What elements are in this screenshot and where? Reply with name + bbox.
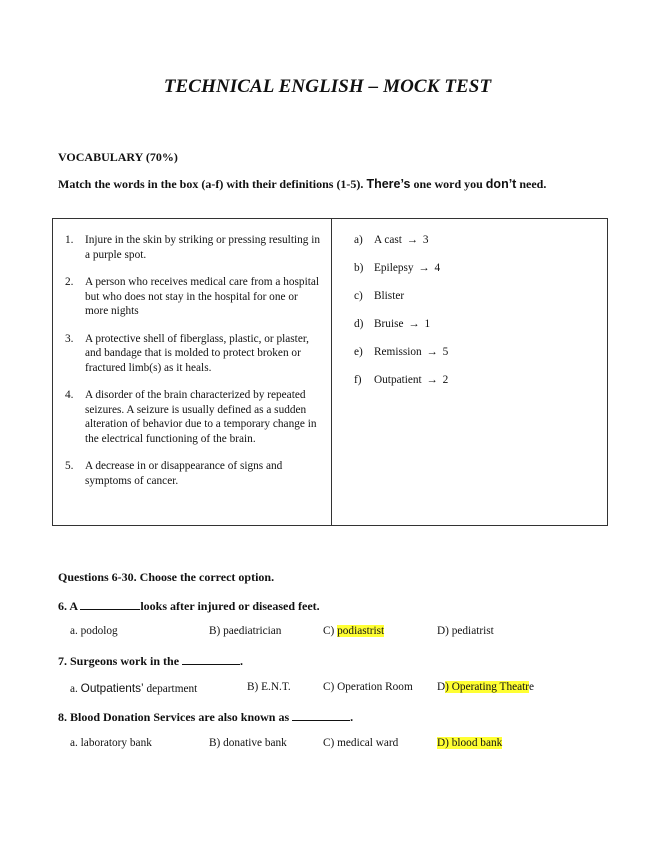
word-text: Epilepsy: [374, 262, 414, 274]
question-6-options: [0, 625, 655, 641]
definition-text: A protective shell of fiberglass, plastic, or plaster, and bandage that is molded to protect broken or fractured limb(s) as it heals.: [85, 332, 309, 374]
definition-number: 5.: [65, 460, 74, 472]
option-c[interactable]: C) medical ward: [323, 737, 399, 749]
instruction-theres: There’s: [366, 177, 411, 191]
word-answer: 3: [422, 234, 429, 246]
highlighted-answer: ) Operating Theatr: [445, 681, 530, 693]
questions-heading: Questions 6-30. Choose the correct option.: [58, 570, 275, 584]
definition-item: [65, 233, 321, 262]
definition-text: A decrease in or disappearance of signs and symptoms of cancer.: [85, 460, 283, 487]
option-d[interactable]: D) pediatrist: [437, 625, 494, 637]
option-label: C): [323, 625, 338, 637]
instruction-part3: need.: [516, 177, 547, 191]
definition-item: [65, 332, 321, 376]
definition-text: Injure in the skin by striking or pressing resulting in a purple spot.: [85, 234, 321, 261]
word-text: Remission: [374, 346, 422, 358]
option-word: Outpatients’: [80, 681, 144, 695]
answer-blank[interactable]: [292, 709, 350, 721]
definition-text: A person who receives medical care from a hospital but who does not stay in the hospital for one or more nights: [85, 276, 320, 317]
option-a[interactable]: a. laboratory bank: [70, 737, 152, 749]
arrow-icon: →: [418, 262, 430, 274]
question-prefix: 7. Surgeons work in the: [58, 654, 183, 668]
word-letter: d): [354, 318, 364, 330]
word-item: [354, 317, 597, 331]
word-text: A cast: [374, 234, 402, 246]
word-text: Outpatient: [374, 374, 422, 386]
word-item: [354, 345, 597, 359]
word-answer: 5: [442, 346, 449, 358]
definitions-column: [53, 219, 332, 525]
arrow-icon: →: [426, 346, 438, 358]
question-suffix: looks after injured or diseased feet.: [140, 599, 320, 613]
option-d[interactable]: [437, 681, 534, 693]
word-letter: e): [354, 346, 363, 358]
question-7-options: [0, 681, 655, 697]
definition-item: [65, 459, 321, 488]
option-a[interactable]: a. podolog: [70, 625, 118, 637]
word-text: Blister: [374, 290, 405, 302]
question-prefix: 6. A: [58, 599, 81, 613]
definition-number: 3.: [65, 332, 74, 345]
word-letter: a): [354, 234, 363, 246]
instruction-dont: don’t: [485, 177, 517, 191]
question-suffix: .: [240, 654, 244, 668]
question-suffix: .: [350, 710, 354, 724]
word-item: [354, 373, 597, 387]
word-answer: 4: [434, 262, 441, 274]
question-prefix: 8. Blood Donation Services are also known as: [58, 710, 293, 724]
definition-number: 1.: [65, 234, 74, 246]
question-7: [58, 653, 243, 669]
instruction-part2: one word you: [410, 177, 486, 191]
instruction-part1: Match the words in the box (a-f) with their definitions (1-5).: [58, 177, 367, 191]
word-text: Bruise: [374, 318, 404, 330]
option-a[interactable]: [70, 681, 197, 695]
word-letter: c): [354, 290, 363, 302]
word-item: [354, 233, 597, 247]
word-item: [354, 289, 597, 303]
definition-text: A disorder of the brain characterized by repeated seizures. A seizure is usually defined as a sudden alteration of behavior due to a temporary change in the electrical functioning of the brain.: [85, 389, 317, 445]
instruction: [58, 177, 546, 192]
words-column: [332, 219, 607, 525]
definition-number: 4.: [65, 389, 74, 401]
highlighted-answer: podiastrist: [337, 625, 385, 637]
definition-item: [65, 388, 321, 446]
option-c[interactable]: C) Operation Room: [323, 681, 413, 693]
arrow-icon: →: [408, 318, 420, 330]
option-b[interactable]: B) donative bank: [209, 737, 287, 749]
word-item: [354, 261, 597, 275]
word-answer: 1: [424, 318, 431, 330]
section-heading: VOCABULARY (70%): [58, 150, 178, 164]
definition-number: 2.: [65, 276, 74, 288]
option-b[interactable]: B) E.N.T.: [247, 681, 291, 693]
word-letter: f): [354, 374, 362, 386]
matching-table: [52, 218, 608, 526]
option-label: D: [437, 681, 446, 693]
option-rest: department: [143, 683, 198, 695]
question-6: [58, 598, 320, 614]
option-c[interactable]: [323, 625, 384, 637]
arrow-icon: →: [406, 234, 419, 246]
arrow-icon: →: [426, 374, 438, 386]
option-b[interactable]: B) paediatrician: [209, 625, 282, 637]
page-title: TECHNICAL ENGLISH – MOCK TEST: [163, 76, 492, 97]
option-label: a.: [70, 683, 81, 695]
answer-blank[interactable]: [80, 598, 140, 610]
word-answer: 2: [442, 374, 449, 386]
question-8: [58, 709, 353, 725]
option-d[interactable]: [437, 737, 502, 749]
word-letter: b): [354, 262, 364, 274]
answer-blank[interactable]: [182, 653, 240, 665]
definition-item: [65, 275, 321, 319]
highlighted-answer: D) blood bank: [437, 737, 503, 749]
question-8-options: [0, 737, 655, 753]
option-tail: e: [529, 681, 535, 693]
